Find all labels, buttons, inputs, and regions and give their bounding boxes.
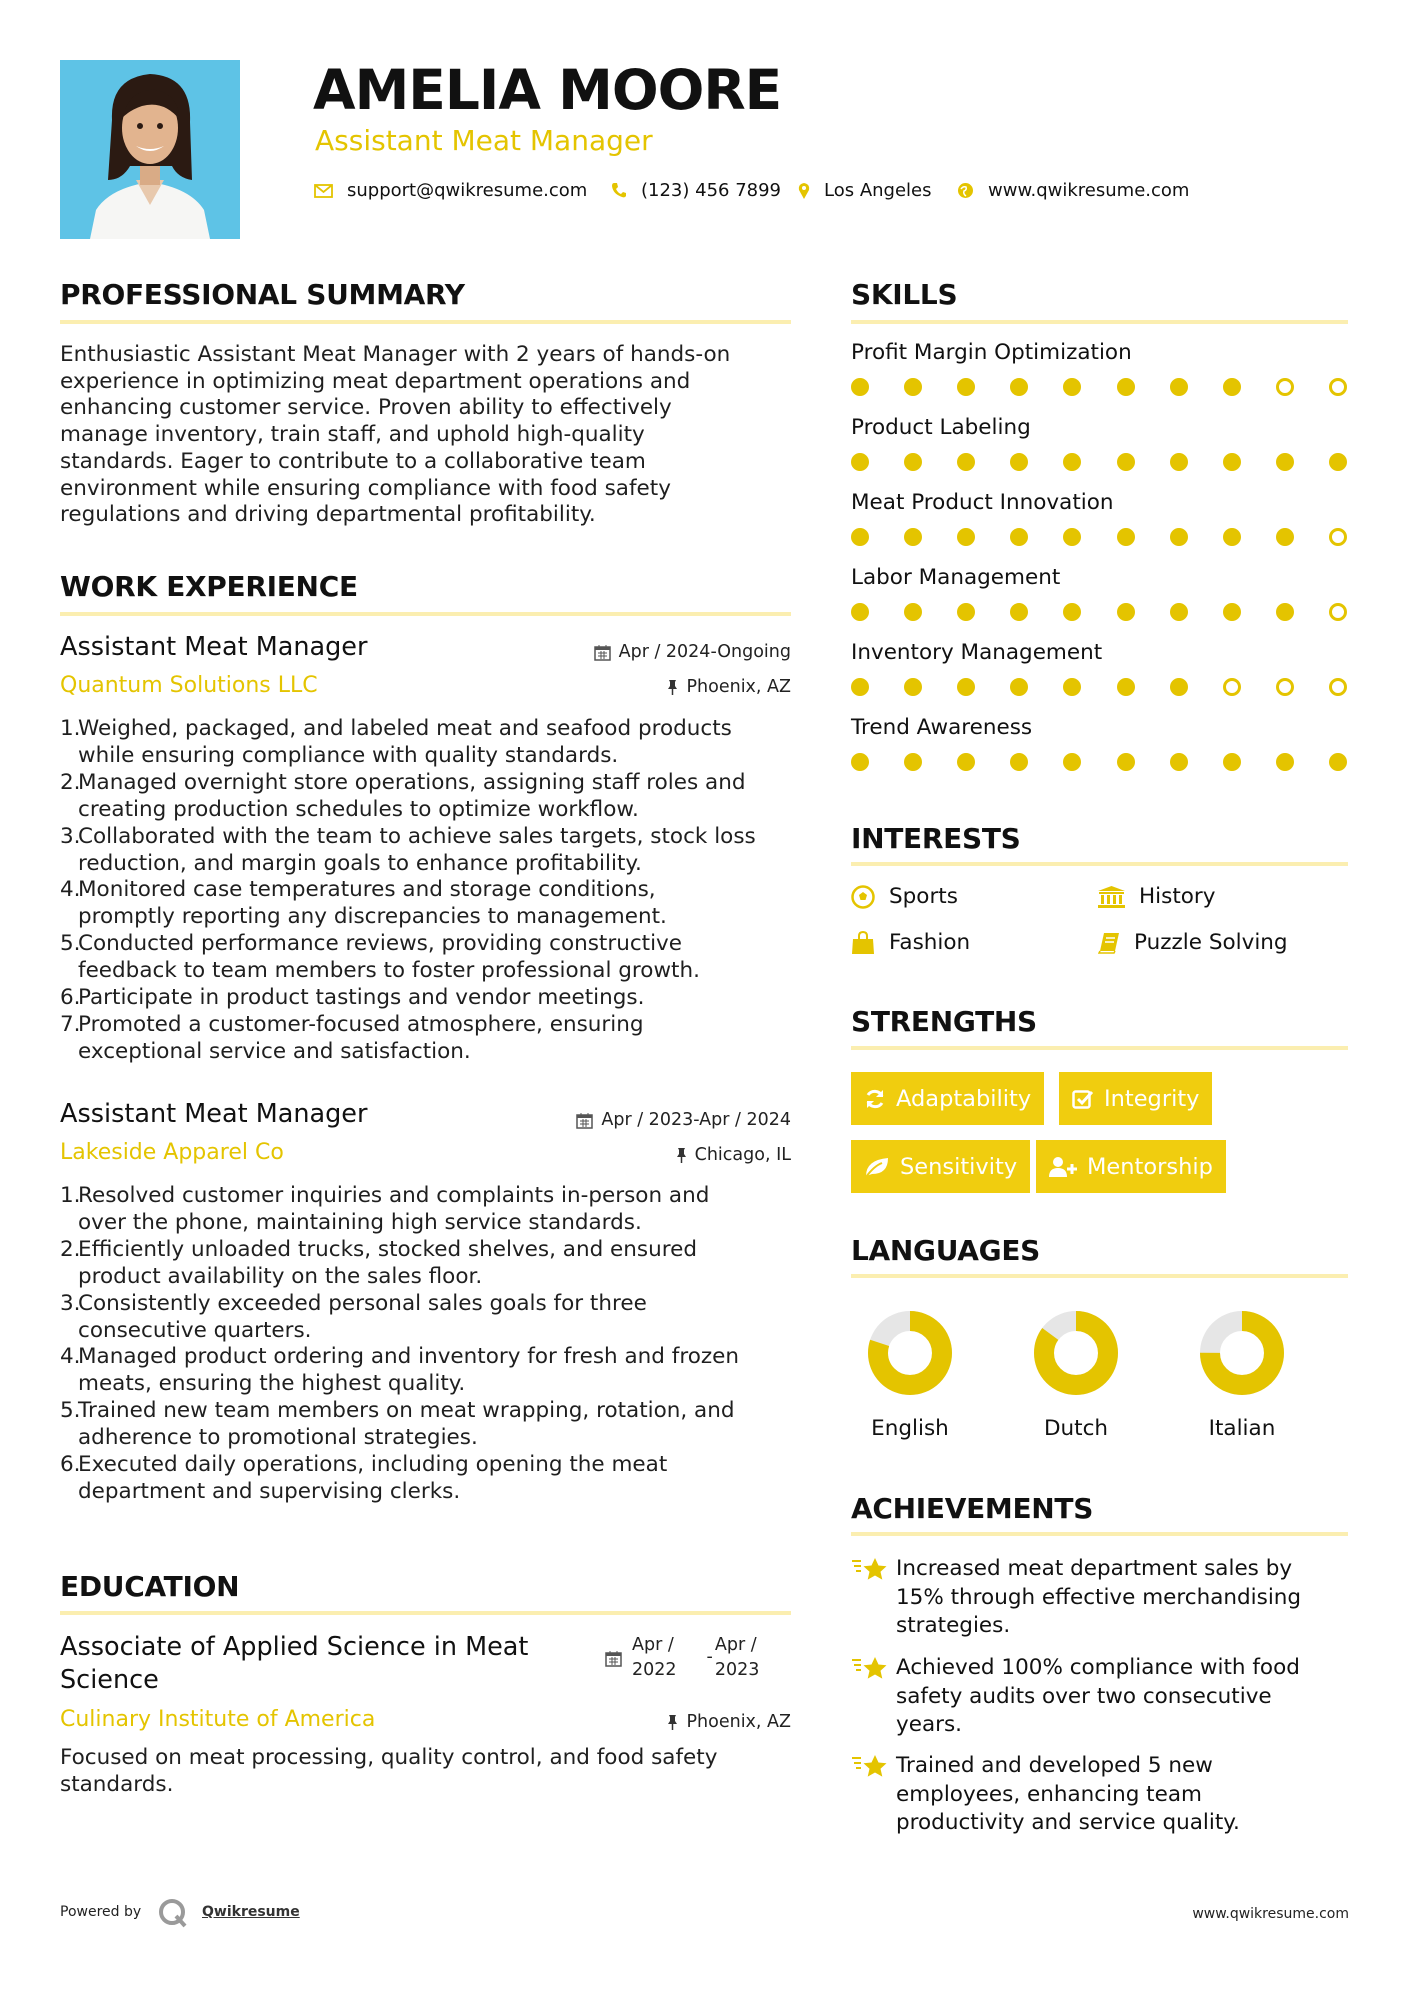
skill-rating: [851, 453, 1347, 471]
skill-name: Inventory Management: [851, 640, 1103, 665]
strength-label: Adaptability: [896, 1085, 1032, 1112]
rating-dot-filled: [1170, 453, 1188, 471]
book-icon: [1098, 932, 1120, 954]
education-heading: EDUCATION: [60, 1570, 240, 1603]
globe-icon: [957, 182, 974, 199]
language-donut: [1016, 1308, 1136, 1398]
achievements-divider: [851, 1532, 1348, 1536]
interest-label: Puzzle Solving: [1134, 930, 1288, 955]
contact-location: [798, 180, 932, 201]
rating-dot-filled: [1010, 603, 1028, 621]
interest-label: History: [1139, 884, 1216, 909]
rating-dot-filled: [1117, 678, 1135, 696]
envelope-icon: [314, 184, 333, 198]
degree-line: Associate of Applied Science in Meat: [60, 1632, 529, 1662]
contact-website: [957, 180, 1189, 201]
job-dates: [491, 1110, 791, 1130]
phone-icon: [611, 182, 627, 199]
rating-dot-filled: [851, 678, 869, 696]
rating-dot-filled: [1276, 753, 1294, 771]
degree-title: [60, 1631, 528, 1697]
job-title: Assistant Meat Manager: [60, 1099, 368, 1129]
date-separator: -: [706, 1647, 713, 1667]
summary-heading: PROFESSIONAL SUMMARY: [60, 278, 465, 311]
duty-item: 5. Trained new team members on meat wrapping, rotation, and adherence to promotional strategies.: [60, 1398, 735, 1451]
achievement-item: [851, 1654, 1336, 1740]
skill-item: [851, 565, 1361, 640]
rating-dot-filled: [1010, 378, 1028, 396]
language-name: English: [871, 1416, 949, 1441]
education-location: [491, 1712, 791, 1732]
education-dates: [605, 1633, 759, 1683]
duty-item: 3. Consistently exceeded personal sales goals for three consecutive quarters.: [60, 1290, 647, 1343]
duty-item: 5. Conducted performance reviews, providing constructive feedback to team members to foster professional growth.: [60, 931, 700, 984]
skills-heading: SKILLS: [851, 278, 958, 311]
rating-dot-filled: [1170, 378, 1188, 396]
skill-item: [851, 715, 1361, 790]
duty-item: 4. Managed product ordering and inventory for fresh and frozen meats, ensuring the highest quality.: [60, 1344, 739, 1397]
interest-item: [1098, 930, 1288, 955]
education-description: [60, 1745, 791, 1798]
job-location: [491, 677, 791, 697]
education-divider: [60, 1611, 791, 1615]
strengths-divider: [851, 1046, 1348, 1050]
skill-name: Meat Product Innovation: [851, 490, 1114, 515]
job-duties-list: [60, 716, 800, 1066]
duty-item: 3. Collaborated with the team to achieve sales targets, stock loss reduction, and margin goals to enhance profitability.: [60, 823, 756, 876]
location-text: Los Angeles: [824, 180, 932, 201]
rating-dot-filled: [1329, 753, 1347, 771]
soccer-ball-icon: [851, 885, 875, 909]
job-dates: [491, 642, 791, 662]
summary-line: manage inventory, train staff, and uphold high-quality: [60, 422, 645, 448]
strength-badge: [1059, 1072, 1212, 1125]
duty-item: 2. Managed overnight store operations, assigning staff roles and creating production schedules to optimize workflow.: [60, 769, 746, 822]
duty-item: 7. Promoted a customer-focused atmosphere, ensuring exceptional service and satisfaction.: [60, 1011, 644, 1064]
skills-divider: [851, 320, 1348, 324]
skill-rating: [851, 678, 1347, 696]
museum-icon: [1098, 886, 1125, 908]
skill-item: [851, 640, 1361, 715]
rating-dot-filled: [1276, 453, 1294, 471]
rating-dot-filled: [1276, 528, 1294, 546]
contact-email: [314, 180, 587, 201]
duty-item: 6. Executed daily operations, including opening the meat department and supervising clerks.: [60, 1452, 668, 1504]
rating-dot-filled: [1117, 603, 1135, 621]
rating-dot-filled: [1010, 453, 1028, 471]
rating-dot-filled: [904, 378, 922, 396]
duty-item: 1. Weighed, packaged, and labeled meat and seafood products while ensuring compliance with quality standards.: [60, 716, 732, 768]
summary-line: Enthusiastic Assistant Meat Manager with 2 years of hands-on: [60, 342, 731, 367]
rating-dot-filled: [1329, 453, 1347, 471]
rating-dot-filled: [1170, 603, 1188, 621]
qwikresume-logo-icon: [158, 1898, 188, 1928]
education-desc-line: standards.: [60, 1771, 174, 1797]
interest-item: [851, 884, 958, 909]
check-square-icon: [1072, 1088, 1094, 1110]
rating-dot-filled: [1063, 678, 1081, 696]
language-name: Dutch: [1043, 1416, 1109, 1441]
rating-dot-filled: [1170, 678, 1188, 696]
contact-phone: [611, 180, 781, 201]
rating-dot-filled: [957, 378, 975, 396]
website-text: www.qwikresume.com: [988, 180, 1190, 201]
rating-dot-filled: [1010, 678, 1028, 696]
skill-rating: [851, 753, 1347, 771]
strength-label: Mentorship: [1087, 1153, 1213, 1180]
interests-divider: [851, 862, 1348, 866]
profile-photo: [60, 60, 240, 239]
achievement-text: Trained and developed 5 new employees, enhancing team productivity and service quality.: [896, 1753, 1240, 1835]
interests-heading: INTERESTS: [851, 822, 1021, 855]
job-location-text: Phoenix, AZ: [686, 677, 791, 697]
education-start: Apr / 2022: [632, 1635, 677, 1680]
rating-dot-filled: [957, 678, 975, 696]
rating-dot-filled: [1117, 378, 1135, 396]
education-end: Apr / 2023: [714, 1635, 760, 1680]
interest-item: [851, 930, 970, 955]
interest-label: Sports: [889, 884, 958, 909]
rating-dot-filled: [1010, 753, 1028, 771]
strength-label: Integrity: [1104, 1085, 1200, 1112]
rating-dot-filled: [1063, 453, 1081, 471]
rating-dot-empty: [1329, 528, 1347, 546]
language-name: Italian: [1208, 1416, 1276, 1441]
skill-item: [851, 340, 1361, 415]
skill-item: [851, 490, 1361, 565]
rating-dot-filled: [904, 753, 922, 771]
rating-dot-filled: [904, 453, 922, 471]
job-location-text: Chicago, IL: [694, 1145, 791, 1165]
skill-name: Product Labeling: [851, 415, 1031, 440]
interest-label: Fashion: [889, 930, 971, 955]
experience-heading: WORK EXPERIENCE: [60, 570, 358, 603]
duty-item: 4. Monitored case temperatures and storage conditions, promptly reporting any discrepancies to management.: [60, 877, 667, 930]
rating-dot-filled: [851, 453, 869, 471]
rating-dot-filled: [957, 528, 975, 546]
languages-heading: LANGUAGES: [851, 1234, 1041, 1267]
phone-text: (123) 456 7899: [641, 180, 782, 201]
strength-badge: [851, 1072, 1044, 1125]
duty-item: 6. Participate in product tastings and vendor meetings.: [60, 985, 645, 1011]
powered-by-label: Powered by: [60, 1904, 142, 1920]
rating-dot-filled: [1117, 528, 1135, 546]
rating-dot-filled: [851, 753, 869, 771]
user-plus-icon: [1049, 1156, 1077, 1178]
rating-dot-filled: [904, 678, 922, 696]
star-icon: [851, 1752, 896, 1780]
job-dates-text: Apr / 2024-Ongoing: [618, 642, 791, 662]
rating-dot-empty: [1329, 378, 1347, 396]
education-desc-line: Focused on meat processing, quality control, and food safety: [60, 1745, 718, 1770]
language-item: [1182, 1308, 1302, 1441]
school-name: Culinary Institute of America: [60, 1707, 376, 1732]
summary-line: environment while ensuring compliance with food safety: [60, 475, 671, 501]
leaf-icon: [864, 1156, 890, 1178]
rating-dot-filled: [851, 378, 869, 396]
skill-name: Labor Management: [851, 565, 1061, 590]
shopping-bag-icon: [851, 931, 875, 955]
interest-item: [1098, 884, 1216, 909]
summary-text: [60, 342, 791, 529]
skill-rating: [851, 528, 1347, 546]
summary-line: standards. Eager to contribute to a collaborative team: [60, 448, 646, 474]
rating-dot-empty: [1329, 678, 1347, 696]
rating-dot-empty: [1276, 378, 1294, 396]
duty-item: 1. Resolved customer inquiries and complaints in-person and over the phone, maintaining high service standards.: [60, 1183, 710, 1235]
pushpin-icon: [676, 1147, 687, 1164]
rating-dot-filled: [1223, 603, 1241, 621]
strength-badge: [1036, 1140, 1226, 1193]
rating-dot-filled: [1063, 753, 1081, 771]
star-icon: [851, 1654, 896, 1682]
skill-rating: [851, 603, 1347, 621]
language-donut: [1182, 1308, 1302, 1398]
email-text: support@qwikresume.com: [347, 180, 588, 201]
portrait-image: [60, 60, 240, 239]
languages-divider: [851, 1274, 1348, 1278]
pushpin-icon: [667, 1714, 678, 1731]
strength-badge: [851, 1140, 1030, 1193]
rating-dot-filled: [1223, 753, 1241, 771]
candidate-title: Assistant Meat Manager: [315, 124, 653, 157]
job-dates-text: Apr / 2023-Apr / 2024: [601, 1110, 791, 1130]
company-name: Lakeside Apparel Co: [60, 1140, 284, 1165]
job-location: [491, 1145, 791, 1165]
skill-name: Trend Awareness: [851, 715, 1033, 740]
calendar-icon: [576, 1112, 593, 1129]
qwikresume-link[interactable]: Qwikresume: [202, 1904, 300, 1920]
rating-dot-filled: [1063, 528, 1081, 546]
language-item: [1016, 1308, 1136, 1441]
rating-dot-filled: [904, 528, 922, 546]
rating-dot-filled: [1170, 753, 1188, 771]
calendar-icon: [605, 1650, 622, 1667]
rating-dot-filled: [1010, 528, 1028, 546]
refresh-icon: [864, 1088, 886, 1110]
rating-dot-filled: [1223, 528, 1241, 546]
map-marker-icon: [798, 182, 810, 200]
rating-dot-filled: [1117, 453, 1135, 471]
achievement-item: [851, 1555, 1336, 1641]
experience-divider: [60, 612, 791, 616]
rating-dot-filled: [957, 453, 975, 471]
summary-line: regulations and driving departmental profitability.: [60, 502, 596, 528]
duty-item: 2. Efficiently unloaded trucks, stocked shelves, and ensured product availability on the sales floor.: [60, 1236, 697, 1289]
skill-name: Profit Margin Optimization: [851, 340, 1132, 365]
star-icon: [851, 1555, 896, 1583]
footer-website[interactable]: www.qwikresume.com: [1192, 1906, 1349, 1922]
language-item: [850, 1308, 970, 1441]
job-title: Assistant Meat Manager: [60, 632, 368, 662]
language-donut: [850, 1308, 970, 1398]
achievement-text: Increased meat department sales by 15% through effective merchandising strategies.: [896, 1556, 1302, 1638]
rating-dot-filled: [904, 603, 922, 621]
education-location-text: Phoenix, AZ: [686, 1712, 791, 1732]
skill-rating: [851, 378, 1347, 396]
rating-dot-filled: [1170, 528, 1188, 546]
job-duties-list: [60, 1183, 800, 1506]
achievements-heading: ACHIEVEMENTS: [851, 1492, 1094, 1525]
summary-divider: [60, 320, 791, 324]
skills-list: [851, 340, 1361, 790]
rating-dot-filled: [1063, 603, 1081, 621]
rating-dot-filled: [1117, 753, 1135, 771]
pushpin-icon: [667, 679, 678, 696]
rating-dot-filled: [957, 753, 975, 771]
rating-dot-empty: [1329, 603, 1347, 621]
calendar-icon: [594, 644, 611, 661]
rating-dot-filled: [1223, 453, 1241, 471]
strength-label: Sensitivity: [900, 1153, 1018, 1180]
rating-dot-filled: [1223, 378, 1241, 396]
rating-dot-filled: [957, 603, 975, 621]
achievement-item: [851, 1752, 1336, 1838]
rating-dot-filled: [1276, 603, 1294, 621]
company-name: Quantum Solutions LLC: [60, 673, 318, 698]
rating-dot-filled: [1063, 378, 1081, 396]
rating-dot-filled: [851, 603, 869, 621]
strengths-heading: STRENGTHS: [851, 1005, 1037, 1038]
degree-line: Science: [60, 1665, 159, 1695]
skill-item: [851, 415, 1361, 490]
candidate-name: AMELIA MOORE: [313, 58, 782, 122]
summary-line: experience in optimizing meat department operations and: [60, 368, 691, 394]
summary-line: enhancing customer service. Proven ability to effectively: [60, 395, 672, 421]
achievement-text: Achieved 100% compliance with food safety audits over two consecutive years.: [896, 1655, 1300, 1737]
rating-dot-empty: [1223, 678, 1241, 696]
rating-dot-filled: [851, 528, 869, 546]
rating-dot-empty: [1276, 678, 1294, 696]
